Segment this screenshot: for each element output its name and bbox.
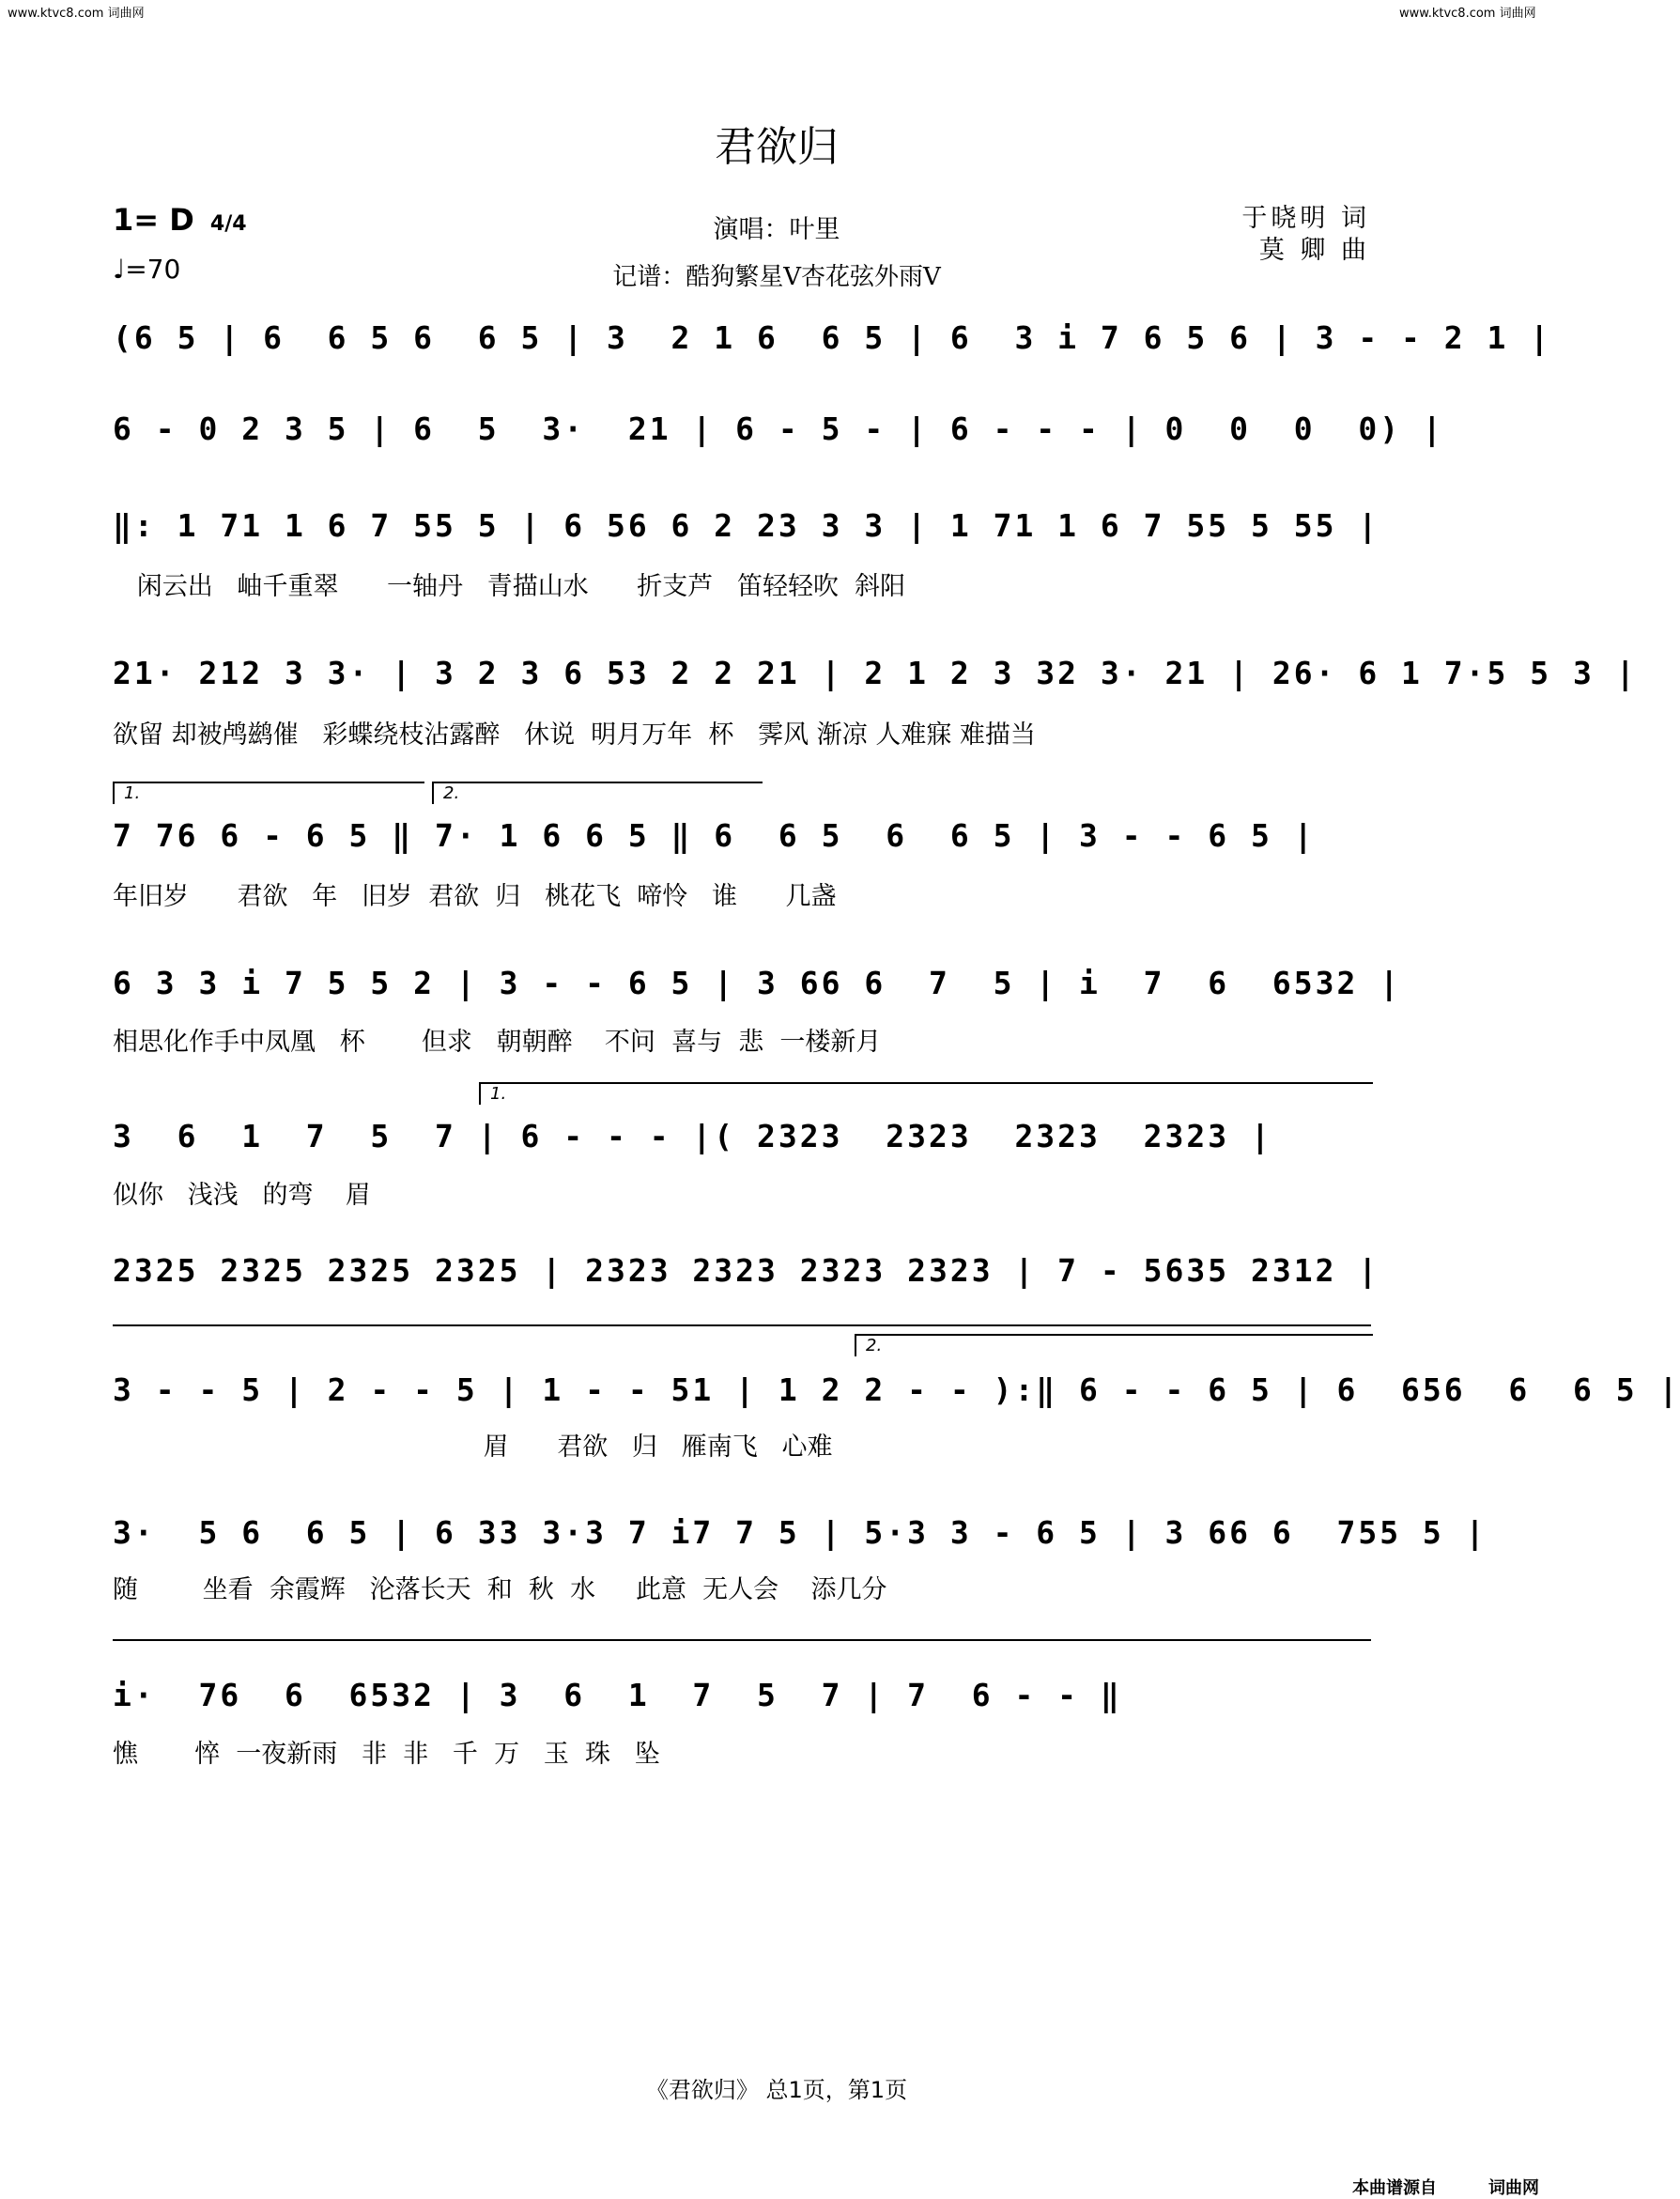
lyric-row-11: 憔 悴 一夜新雨 非 非 千 万 玉 珠 坠 bbox=[113, 1740, 660, 1769]
key-label: 1= D bbox=[113, 202, 194, 238]
ending-bracket-2b: 2. bbox=[855, 1334, 1373, 1356]
watermark-right: www.ktvc8.com 词曲网 bbox=[1399, 7, 1536, 21]
corner-source-label: 本曲谱源自 bbox=[1352, 2178, 1437, 2198]
score-row-3: ‖: 1 71 1 6 7 55 5 | 6 56 6 2 23 3 3 | 1 71 1 6 7 55 5 55 | bbox=[113, 507, 1380, 544]
ending-bracket-2: 2. bbox=[432, 782, 763, 804]
score-row-11: i· 76 6 6532 | 3 6 1 7 5 7 | 7 6 - - ‖ bbox=[113, 1677, 1122, 1713]
score-row-4: 21· 212 3 3· | 3 2 3 6 53 2 2 21 | 2 1 2 3 32 3· 21 | 26· 6 1 7·5 5 3 | bbox=[113, 655, 1638, 691]
page-footer: 《君欲归》 总1页，第1页 bbox=[645, 2077, 908, 2103]
lyric-row-7: 似你 浅浅 的弯 眉 bbox=[113, 1181, 371, 1210]
score-row-10: 3· 5 6 6 5 | 6 33 3·3 7 i7 7 5 | 5·3 3 - 6 5 | 3 66 6 755 5 | bbox=[113, 1514, 1487, 1551]
lyric-row-3: 闲云出 岫千重翠 一轴丹 青描山水 折支芦 笛轻轻吹 斜阳 bbox=[113, 572, 906, 601]
ending-bracket-1: 1. bbox=[113, 782, 424, 804]
score-row-1: (6 5 | 6 6 5 6 6 5 | 3 2 1 6 6 5 | 6 3 i 7 6 5 6 | 3 - - 2 1 | bbox=[113, 319, 1552, 356]
lyric-row-10: 随 坐看 余霞辉 沦落长天 和 秋 水 此意 无人会 添几分 bbox=[113, 1575, 887, 1604]
corner-site-label: 词曲网 bbox=[1488, 2178, 1539, 2198]
continuation-line bbox=[113, 1324, 1371, 1326]
lyric-row-9: 眉 君欲 归 雁南飞 心难 bbox=[113, 1432, 833, 1462]
lyricist-credit: 于晓明 词 bbox=[1241, 204, 1370, 233]
composer-credit: 莫 卿 曲 bbox=[1258, 236, 1370, 265]
song-title: 君欲归 bbox=[715, 123, 839, 171]
score-row-5: 7 76 6 - 6 5 ‖ 7· 1 6 6 5 ‖ 6 6 5 6 6 5 | 3 - - 6 5 | bbox=[113, 817, 1316, 854]
score-row-6: 6 3 3 i 7 5 5 2 | 3 - - 6 5 | 3 66 6 7 5 | i 7 6 6532 | bbox=[113, 965, 1402, 1001]
lyric-row-6: 相思化作手中凤凰 杯 但求 朝朝醉 不问 喜与 悲 一楼新月 bbox=[113, 1028, 882, 1057]
score-row-9: 3 - - 5 | 2 - - 5 | 1 - - 51 | 1 2 2 - - ):‖ 6 - - 6 5 | 6 656 6 6 5 | bbox=[113, 1371, 1680, 1408]
lyric-row-4: 欲留 却被鸬鹚催 彩蝶绕枝沾露醉 休说 明月万年 杯 霁风 渐凉 人难寐 难描当 bbox=[113, 720, 1036, 750]
score-row-2: 6 - 0 2 3 5 | 6 5 3· 21 | 6 - 5 - | 6 - - - | 0 0 0 0) | bbox=[113, 410, 1444, 447]
lyric-row-5: 年旧岁 君欲 年 旧岁 君欲 归 桃花飞 啼怜 谁 几盏 bbox=[113, 882, 837, 911]
ending-bracket-1b: 1. bbox=[479, 1082, 1373, 1105]
continuation-line-2 bbox=[113, 1639, 1371, 1641]
score-row-8: 2325 2325 2325 2325 | 2323 2323 2323 2323 | 7 - 5635 2312 | bbox=[113, 1252, 1380, 1289]
score-row-7: 3 6 1 7 5 7 | 6 - - - |( 2323 2323 2323 2323 | bbox=[113, 1118, 1272, 1154]
transcriber-credit: 记谱：酷狗繁星V杏花弦外雨V bbox=[612, 263, 941, 291]
tempo-marking: ♩=70 bbox=[113, 254, 181, 285]
time-signature: 4/4 bbox=[209, 212, 247, 236]
singer-credit: 演唱：叶里 bbox=[713, 215, 840, 244]
watermark-left: www.ktvc8.com 词曲网 bbox=[8, 7, 145, 21]
